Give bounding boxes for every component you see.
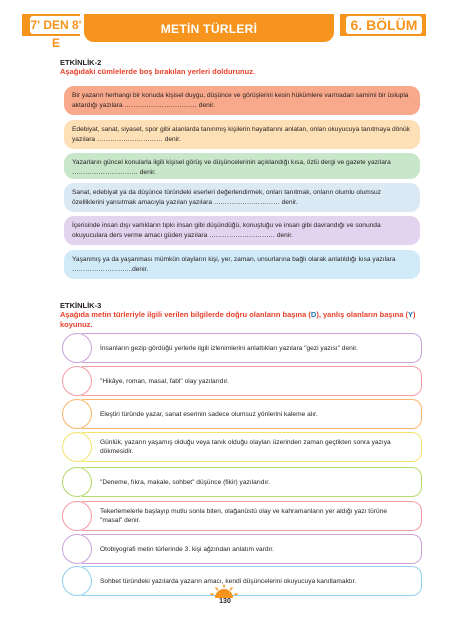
fill-in-sentence: Edebiyat, sanat, siyaset, spor gibi alanlarda tanınmış kişilerin hayatlarını anlatan, onlan okuyucuya tanıtmaya dönük yazılara ………………………… denir. [64,120,420,149]
fill-in-sentence: Yazarların güncel konularla ilgili kişisel görüş ve düşüncelerinin açıklandığı kısa, özlü dergi ve gazete yazılara ………………………… denir. [64,153,420,179]
letter-y: Y [408,310,414,319]
page-number: 130 [219,598,231,605]
instruction-part-3: ) koyunuz. [60,310,416,329]
true-false-item [62,333,422,363]
statement-text: Günlük, yazarın yaşamış olduğu veya tanık olduğu olayları üzerinden zaman geçtikten sonra yazıya dökmesidir. [82,432,422,462]
true-false-item [62,399,422,429]
page-title: METİN TÜRLERİ [160,22,258,36]
activity-3-title: ETKİNLİK-3 [60,301,102,310]
statement-text: "Deneme, fıkra, makale, sohbet" düşünce (fikir) yazılarıdır. [82,467,422,497]
statement-text: Sohbet türündeki yazılarda yazarın amacı, kendi düşüncelerini okuyucuya kanıtlamaktır. [82,566,422,596]
instruction-part-1: Aşağıda metin türleriyle ilgili verilen bilgilerde doğru olanların başına ( [60,310,311,319]
fill-in-sentence: Bir yazarın herhangi bir konuda kişisel duygu, düşünce ve görüşlerini kesin hükümlere varmadan samimi bir üslupla aktardığı yazılara …………………………… denir. [64,86,420,115]
true-false-item [62,432,422,462]
statement-text: "Hikâye, roman, masal, fabl" olay yazılarıdır. [82,366,422,396]
answer-circle[interactable] [62,566,92,596]
fill-in-sentence: Sanat, edebiyat ya da düşünce türündeki eserleri değerlendirmek, onları tanıtmak, onların olumlu olumsuz özelliklerini yansıtmak amacıyla yazılan yazılara ………………………… denir. [64,183,420,212]
fill-in-sentence: İçerisinde insan dışı varlıkların tıpkı insan gibi düşündüğü, konuştuğu ve insan gibi davrandığı ve sonunda okuyuculara ders verme amacı güden yazılara ………………………… denir. [64,216,420,245]
answer-circle[interactable] [62,467,92,497]
activity-2-title: ETKİNLİK-2 [60,58,102,67]
instruction-part-2: ), yanlış olanların başına ( [316,310,409,319]
true-false-item [62,501,422,531]
answer-circle[interactable] [62,399,92,429]
letter-d: D [310,310,317,319]
true-false-item [62,467,422,497]
activity-3-instruction [60,310,420,330]
true-false-item [62,366,422,396]
fill-in-sentence: Yaşanmış ya da yaşanması mümkün olayların kişi, yer, zaman, unsurlarına bağlı olarak anlatıldığı kısa yazılara ……………………....denir. [64,250,420,279]
chapter-label: 6. BÖLÜM [346,16,422,34]
true-false-item [62,566,422,596]
page-header [0,0,450,50]
grade-label: 7' DEN 8' E [30,18,82,50]
statement-text: İnsanların gezip gördüğü yerlerle ilgili izlenimlerini anlattıkları yazılara "gezi yazısı" denir. [82,333,422,363]
answer-circle[interactable] [62,366,92,396]
answer-circle[interactable] [62,534,92,564]
sun-decoration-icon [209,584,239,598]
answer-circle[interactable] [62,501,92,531]
answer-circle[interactable] [62,333,92,363]
activity-2-instruction: Aşağıdaki cümlelerde boş bırakılan yerleri doldurunuz. [60,67,256,76]
true-false-item [62,534,422,564]
statement-text: Eleştiri türünde yazar, sanat eserinin sadece olumsuz yönlerini kaleme alır. [82,399,422,429]
statement-text: Tekerlemelerle başlayıp mutlu sonla biten, olağanüstü olay ve kahramanların yer aldığı yazı türüne "masal" denir. [82,501,422,531]
statement-text: Otobiyografi metin türlerinde 3. kişi ağzından anlatım vardır. [82,534,422,564]
answer-circle[interactable] [62,432,92,462]
